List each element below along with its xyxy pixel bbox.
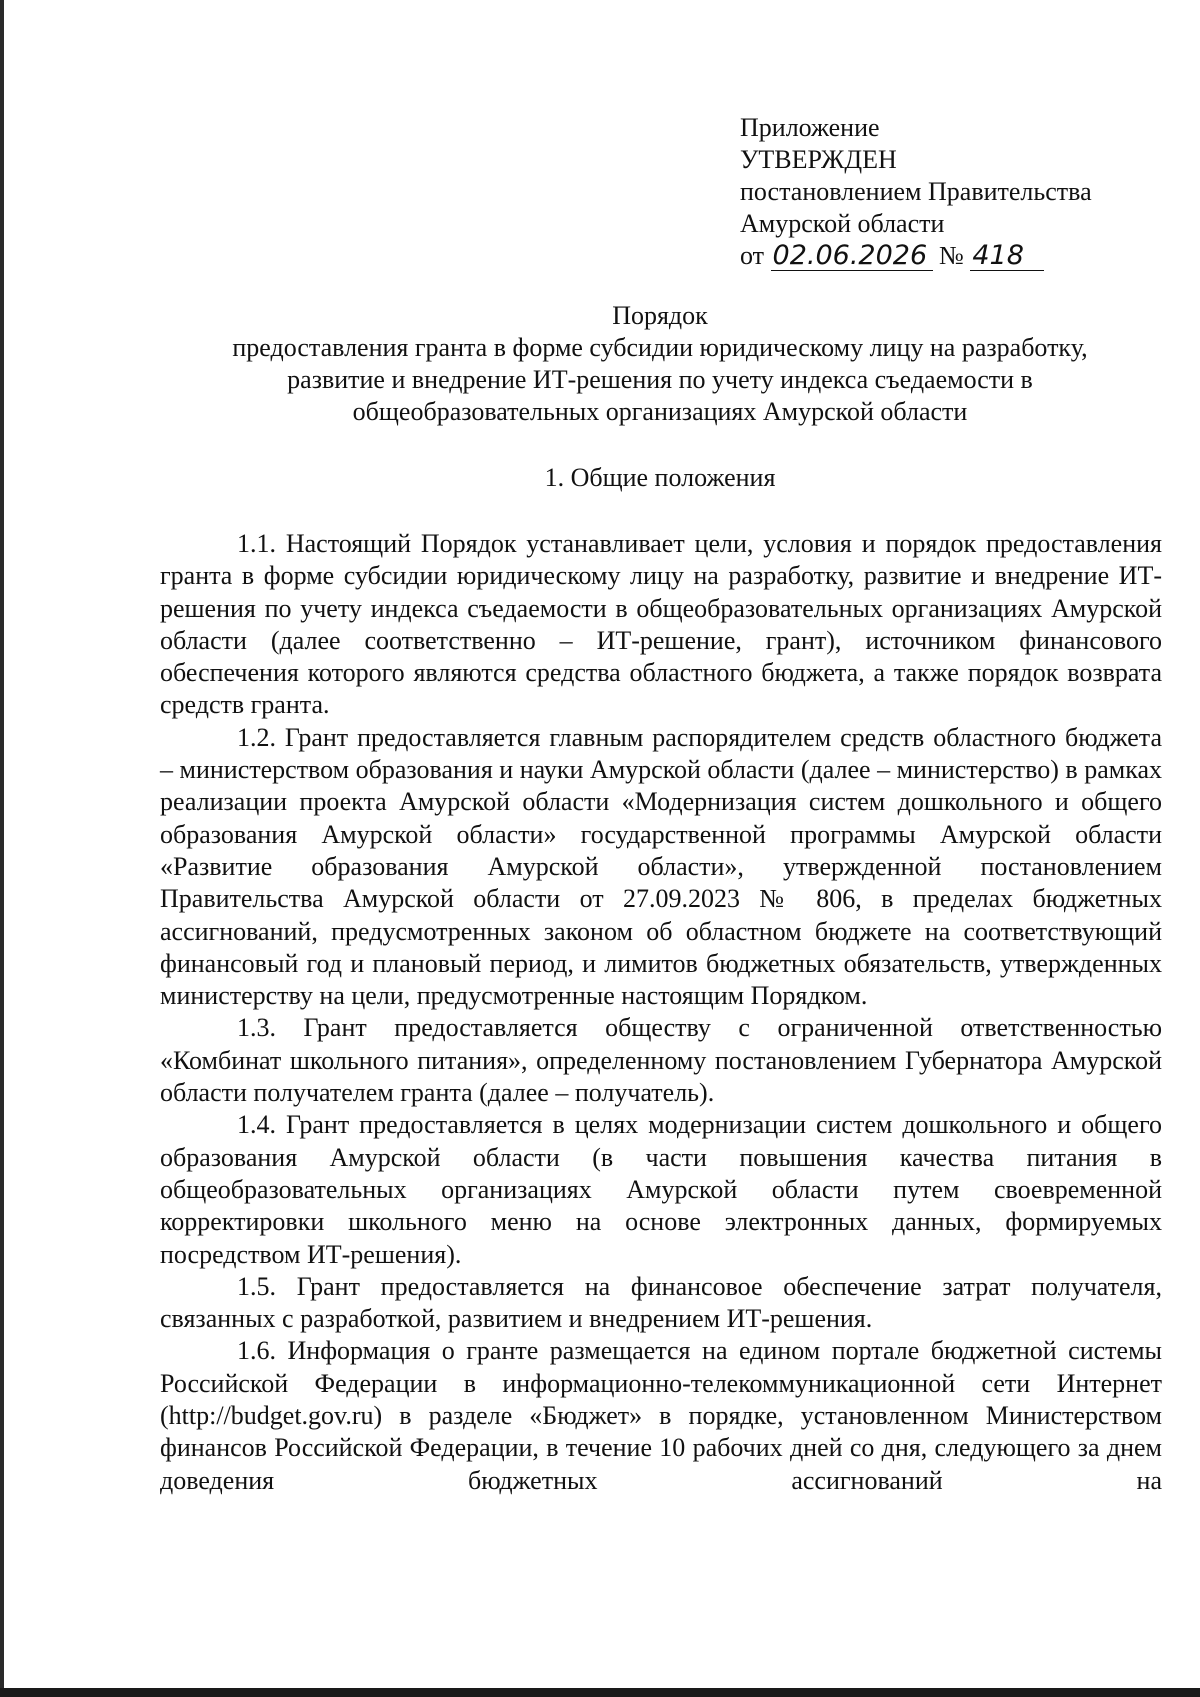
approval-stamp-block — [740, 112, 1160, 272]
approved-label: УТВЕРЖДЕН — [740, 145, 897, 174]
number-prefix: № — [939, 241, 964, 270]
title-line-4: общеобразовательных организациях Амурской области — [352, 397, 968, 426]
title-line-1: Порядок — [612, 301, 708, 330]
date-prefix: от — [740, 241, 765, 270]
paragraph-1-4: 1.4. Грант предоставляется в целях модернизации систем дошкольного и общего образования Амурской области (в части повышения качества питания в общеобразовательных организациях Амурской области путем своевременной корректировки школьного меню на основе электронных данных, формируемых посредством ИТ-решения). — [160, 1110, 1162, 1269]
handwritten-date: 02.06.2026 — [771, 242, 933, 271]
paragraph-1-1: 1.1. Настоящий Порядок устанавливает цели, условия и порядок предоставления гранта в форме субсидии юридическому лицу на разработку, развитие и внедрение ИТ-решения по учету индекса съедаемости в общеобразовательных организациях Амурской области (далее соответственно – ИТ-решение, грант), источником финансового обеспечения которого являются средства областного бюджета, а также порядок возврата средств гранта. — [160, 529, 1162, 720]
scan-edge-bottom — [0, 1688, 1200, 1697]
section-heading: 1. Общие положения — [544, 463, 776, 492]
paragraph-1-5: 1.5. Грант предоставляется на финансовое обеспечение затрат получателя, связанных с разработкой, развитием и внедрением ИТ-решения. — [160, 1271, 1162, 1334]
paragraph-1-3: 1.3. Грант предоставляется обществу с ограниченной ответственностью «Комбинат школьного питания», определенному постановлением Губернатора Амурской области получателем гранта (далее – получатель). — [160, 1013, 1162, 1108]
handwritten-number: 418 — [970, 242, 1044, 271]
scan-edge-left — [0, 0, 4, 1697]
document-title — [160, 300, 1160, 428]
paragraph-1-2: 1.2. Грант предоставляется главным распорядителем средств областного бюджета – министерством образования и науки Амурской области (далее – министерство) в рамках реализации проекта Амурской области «Модернизация систем дошкольного и общего образования Амурской области» государственной программы Амурской области «Развитие образования Амурской области», утвержденной постановлением Правительства Амурской области от 27.09.2023 № 806, в пределах бюджетных ассигнований, предусмотренных законом об областном бюджете на соответствующий финансовый год и плановый период, и лимитов бюджетных обязательств, утвержденных министерству на цели, предусмотренные настоящим Порядком. — [160, 722, 1162, 1011]
paragraph-1-6: 1.6. Информация о гранте размещается на едином портале бюджетной системы Российской Федерации в информационно-телекоммуникационной сети Интернет (http://budget.gov.ru) в разделе «Бюджет» в порядке, установленном Министерством финансов Российской Федерации, в течение 10 рабочих дней со дня, следующего за днем доведения бюджетных ассигнований на — [160, 1336, 1162, 1495]
decree-label: постановлением Правительства — [740, 177, 1092, 206]
document-body — [160, 528, 1162, 1497]
region-label: Амурской области — [740, 209, 945, 238]
title-line-2: предоставления гранта в форме субсидии юридическому лицу на разработку, — [232, 333, 1088, 362]
appendix-label: Приложение — [740, 113, 880, 142]
title-line-3: развитие и внедрение ИТ-решения по учету индекса съедаемости в — [287, 365, 1033, 394]
date-number-line — [740, 240, 1160, 272]
